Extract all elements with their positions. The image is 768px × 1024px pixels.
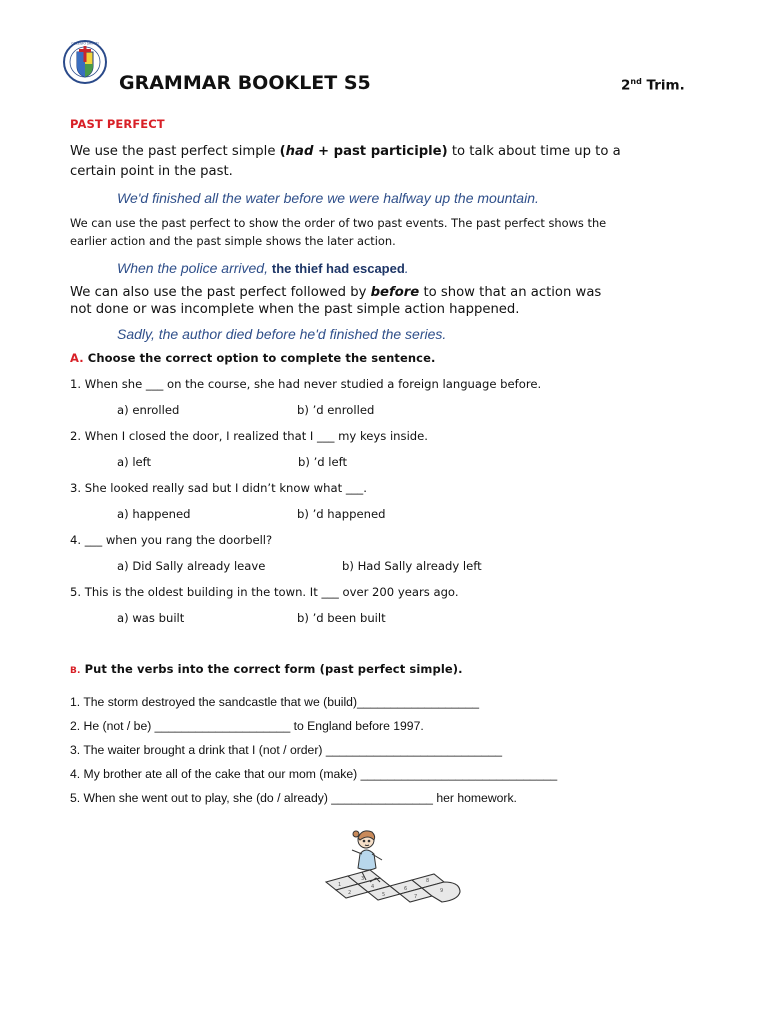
intro-had: had bbox=[285, 144, 314, 159]
before-rule-line-1 bbox=[70, 284, 601, 301]
option-3b[interactable]: b) ’d happened bbox=[297, 507, 386, 521]
before-bold: before bbox=[370, 285, 420, 300]
exercise-b-1: 1. The storm destroyed the sandcastle that we (build)__________________ bbox=[70, 695, 480, 709]
order-line-1: We can use the past perfect to show the order of two past events. The past perfect shows the bbox=[70, 216, 607, 230]
example-2-end: . bbox=[404, 260, 409, 276]
example-2 bbox=[117, 258, 409, 277]
question-3: 3. She looked really sad but I didn’t know what ___. bbox=[70, 481, 367, 495]
question-5: 5. This is the oldest building in the town. It ___ over 200 years ago. bbox=[70, 585, 459, 599]
svg-text:3: 3 bbox=[361, 876, 365, 882]
trimester-label bbox=[621, 77, 685, 94]
topic-heading: PAST PERFECT bbox=[70, 117, 165, 131]
option-4b[interactable]: b) Had Sally already left bbox=[342, 559, 482, 573]
svg-text:COLEGIO SANCTI: COLEGIO SANCTI bbox=[71, 41, 99, 46]
intro-bold-open: ( bbox=[279, 144, 286, 159]
example-1: We'd finished all the water before we were halfway up the mountain. bbox=[117, 190, 539, 206]
intro-part2: to talk about time up to a bbox=[447, 144, 621, 159]
svg-text:5: 5 bbox=[382, 892, 386, 898]
intro-line-1 bbox=[70, 143, 621, 160]
before-part1: We can also use the past perfect followed by bbox=[70, 285, 371, 300]
order-line-2: earlier action and the past simple shows the later action. bbox=[70, 234, 396, 248]
intro-line-2: certain point in the past. bbox=[70, 164, 233, 179]
option-1a[interactable]: a) enrolled bbox=[117, 403, 180, 417]
option-4a[interactable]: a) Did Sally already leave bbox=[117, 559, 266, 573]
question-1: 1. When she ___ on the course, she had never studied a foreign language before. bbox=[70, 377, 542, 391]
before-part2: to show that an action was bbox=[419, 285, 602, 300]
section-a-letter: A. bbox=[70, 351, 84, 365]
section-b-letter: B. bbox=[70, 666, 81, 676]
intro-bold-rest: + past participle) bbox=[313, 144, 448, 159]
exercise-b-4: 4. My brother ate all of the cake that our mom (make) _____________________________ bbox=[70, 767, 558, 781]
option-1b[interactable]: b) ’d enrolled bbox=[297, 403, 375, 417]
svg-text:9: 9 bbox=[440, 888, 444, 894]
exercise-b-2: 2. He (not / be) ____________________ to England before 1997. bbox=[70, 719, 424, 733]
example-3: Sadly, the author died before he'd finished the series. bbox=[117, 326, 447, 342]
hopscotch-girl-illustration bbox=[318, 820, 468, 920]
exercise-b-5: 5. When she went out to play, she (do / already) _______________ her homework. bbox=[70, 791, 517, 805]
trim-suffix: Trim. bbox=[646, 77, 685, 94]
page-title: GRAMMAR BOOKLET S5 bbox=[119, 72, 371, 94]
svg-text:8: 8 bbox=[426, 878, 430, 884]
option-5a[interactable]: a) was built bbox=[117, 611, 185, 625]
before-rule-line-2: not done or was incomplete when the past simple action happened. bbox=[70, 302, 520, 317]
example-2-normal: When the police arrived, bbox=[117, 260, 272, 276]
svg-text:1: 1 bbox=[338, 882, 342, 888]
section-a-instruction: Choose the correct option to complete the sentence. bbox=[83, 351, 436, 365]
school-crest-logo bbox=[62, 38, 108, 86]
svg-text:6: 6 bbox=[404, 886, 408, 892]
example-2-bold: the thief had escaped bbox=[271, 261, 405, 276]
exercise-b-3: 3. The waiter brought a drink that I (not / order) __________________________ bbox=[70, 743, 503, 757]
svg-text:2: 2 bbox=[348, 890, 352, 896]
question-2: 2. When I closed the door, I realized that I ___ my keys inside. bbox=[70, 429, 428, 443]
option-5b[interactable]: b) ’d been built bbox=[297, 611, 386, 625]
section-b-instruction: Put the verbs into the correct form (past perfect simple). bbox=[80, 662, 463, 676]
trim-number: 2 bbox=[621, 77, 631, 94]
option-3a[interactable]: a) happened bbox=[117, 507, 191, 521]
section-b-heading bbox=[70, 662, 463, 676]
section-a-heading bbox=[70, 351, 435, 365]
svg-text:4: 4 bbox=[371, 884, 375, 890]
option-2a[interactable]: a) left bbox=[117, 455, 152, 469]
svg-text:7: 7 bbox=[414, 894, 418, 900]
option-2b[interactable]: b) ’d left bbox=[298, 455, 348, 469]
intro-part1: We use the past perfect simple bbox=[70, 144, 280, 159]
question-4: 4. ___ when you rang the doorbell? bbox=[70, 533, 273, 547]
trim-sup: nd bbox=[630, 77, 642, 86]
